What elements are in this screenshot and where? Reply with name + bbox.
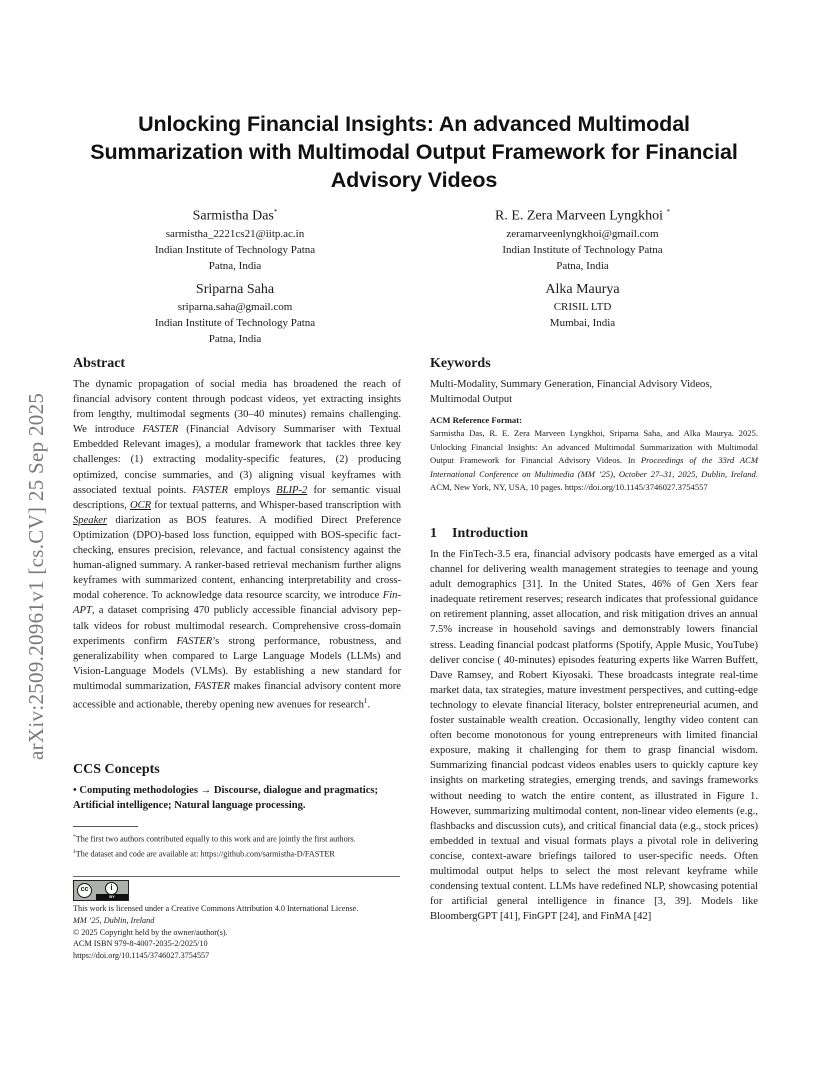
ccs-concepts: • Computing methodologies → Discourse, dialogue and pragmatics; Artificial intelligence; Natural language processing. [73,785,379,811]
introduction-heading: 1 Introduction [430,526,528,541]
author-name: Alka Maurya [545,282,620,297]
author-location: Patna, India [208,259,262,272]
doi-link[interactable]: https://doi.org/10.1145/3746027.3754557 [73,951,210,961]
acm-reference-label: ACM Reference Format: [430,415,522,425]
footnote-ref[interactable]: 1 [363,696,368,705]
author-affiliation: Indian Institute of Technology Patna [154,317,316,329]
ccs-section [73,761,401,813]
author-email[interactable]: sriparna.saha@gmail.com [177,301,293,313]
copyright: © 2025 Copyright held by the owner/author(s). [73,927,228,937]
footnote: *The first two authors contributed equally to this work and are jointly the first authors. [73,834,356,844]
introduction-section [430,525,758,924]
introduction-text: In the FinTech-3.5 era, financial advisory podcasts have emerged as a vital channel for delivering wealth management strategies to teenage and young adult demographics [31]. In the United States, 46% of Gen Xers fear inadequate retirement reserves; research indicates that professional guidance on retirement planning, asset allocation, and risk mitigation drives an annual 7.5% increase in household savings and demonstrably lowers financial stress. Leading financial podcast platforms (Spotify, Apple Music, YouTube) deliver concise ( 40-minutes) episodes featuring experts like Warren Buffett, Dave Ramsey, and Robert Kiyosaki. These broadcasts integrate real-time market data, tax strategies, mature investment perspectives, and cutting-edge technology to elevate financial literacy, bolster entrepreneurial acumen, and foster sustainable wealth creation. Occasionally, lengthy video content can often become monotonous for young entrepreneurs with limited financial exposure, making it challenging for them to grasp financial wisdom. Summarizing financial podcast videos enables users to quickly capture key insights on marketing strategies, emerging trends, and savings frameworks without needing to watch the entire content, as illustrated in Figure 1. However, summarizing multimodal content, non-linear video elements (e.g., flashbacks and discussion cuts), and critical financial data (e.g., stock prices) embedded in textual and visual formats plays a pivotal role in delivering concise, context-aware briefings tailored to user-specific needs. Often multimodal output helps to select the most relevant keyframe while condensing textual content. LLMs have redefined NLP, showcasing potential for artificial general intelligence in finance [3, 39]. Models like BloombergGPT [41], FinGPT [24], and FinMA [42] [430,549,758,923]
author-location: Mumbai, India [549,317,616,329]
acm-reference [430,414,758,494]
author-location: Patna, India [208,333,262,345]
cc-by-badge-icon[interactable] [73,880,129,901]
ccs-heading: CCS Concepts [73,762,160,777]
footnotes [73,831,403,860]
keywords-text: Multi-Modality, Summary Generation, Financial Advisory Videos, Multimodal Output [430,379,713,405]
abstract-text: The dynamic propagation of social media has broadened the reach of financial advisory content through podcast videos, yet extracting insights from lengthy, multimodal segments (30–40 minutes) remains challenging. We introduce FASTER (Financial Advisory Summariser with Textual Embedded Relevant images), a modular framework that tackles three key challenges: (1) extracting modality-specific features, (2) producing optimized, concise summaries, and (3) aligning visual keyframes with associated textual points. FASTER employs BLIP-2 for semantic visual descriptions, OCR for textual patterns, and Whisper-based transcription with Speaker diarization as BOS features. A modified Direct Preference Optimization (DPO)-based loss function, equipped with BOS-specific fact-checking, ensures precision, relevance, and factual consistency against the human-aligned summary. A ranker-based retrieval mechanism further aligns keyframes with summarized content, enhancing interpretability and cross-modal coherence. To acknowledge data resource scarcity, we introduce Fin-APT, a dataset comprising 470 publicly accessible financial advisory pep-talk videos for robust multimodal research. Comprehensive cross-domain experiments confirm FASTER’s strong performance, robustness, and generalizability when compared to Large Language Models (LLMs) and Vision-Language Models (VLMs). By establishing a new standard for multimodal summarization, FASTER makes financial advisory content more accessible and actionable, thereby opening new avenues for research$^1$. [73,379,402,711]
arxiv-stamp: arXiv:2509.20961v1 [cs.CV] 25 Sep 2025 [24,392,48,760]
cc-icon: cc [77,883,92,898]
acm-reference-text: Sarmistha Das, R. E. Zera Marveen Lyngkhoi, Sriparna Saha, and Alka Maurya. 2025. Unlocking Financial Insights: An advanced Multimodal Summarization with Multimodal Output Framework for Financial Advisory Videos. In Proceedings of the 33rd ACM International Conference on Multimedia (MM ’25), October 27–31, 2025, Dublin, Ireland. ACM, New York, NY, USA, 10 pages. https://doi.org/10.1145/3746027.3754557 [430,428,758,493]
author-location: Patna, India [556,259,609,272]
author-affiliation: Indian Institute of Technology Patna [502,243,663,256]
isbn: ACM ISBN 979-8-4007-2035-2/2025/10 [73,939,208,949]
author-email[interactable]: zeramarveenlyngkhoi@gmail.com [506,227,659,240]
license-divider [73,876,400,877]
footnote-divider [73,826,138,827]
author-name: Sarmistha Das* [192,208,278,224]
abstract-heading: Abstract [73,356,126,371]
footnote: $^1$The dataset and code are available at: https://github.com/sarmistha-D/FASTER [73,848,335,859]
author-affiliation: CRISIL LTD [553,301,612,313]
keywords-section [430,355,758,407]
keywords-heading: Keywords [430,356,491,371]
author-block [110,203,360,274]
by-label: BY [96,894,128,900]
author-affiliation: Indian Institute of Technology Patna [154,243,316,256]
venue: MM ’25, Dublin, Ireland [73,915,155,925]
author-email[interactable]: sarmistha_2221cs21@iitp.ac.in [165,227,305,240]
author-block [450,280,715,331]
author-block [110,280,360,347]
author-name: R. E. Zera Marveen Lyngkhoi * [495,208,670,224]
abstract-section [73,355,401,713]
paper-title: Unlocking Financial Insights: An advanced Multimodal Summarization with Multimodal Output Framework for Financial Advisory Videos [90,112,738,192]
author-block [450,203,715,274]
license-text: This work is licensed under a Creative Commons Attribution 4.0 International License. [73,904,359,913]
person-icon: i [105,882,118,895]
author-name: Sriparna Saha [195,282,275,297]
license-block [73,903,413,962]
